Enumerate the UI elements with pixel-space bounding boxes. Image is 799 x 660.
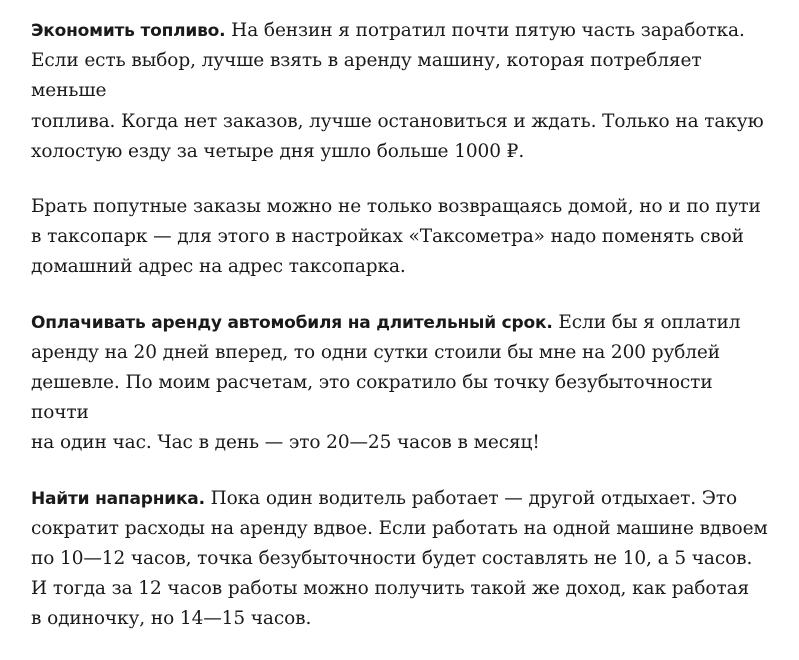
paragraph-text: топлива. Когда нет заказов, лучше остановиться и ждать. Только на такую (31, 110, 764, 132)
paragraph-text: дешевле. По моим расчетам, это сократило бы точку безубыточности почти (31, 372, 713, 424)
paragraph-lead: Найти напарника. (31, 488, 205, 509)
paragraph-text: Если есть выбор, лучше взять в аренду машину, которая потребляет меньше (31, 50, 702, 102)
paragraph-text: На бензин я потратил почти пятую часть заработка. (225, 20, 745, 41)
paragraph-text: сократит расходы на аренду вдвое. Если работать на одной машине вдвоем (31, 517, 768, 539)
paragraph-text: Если бы я оплатил (552, 311, 741, 333)
paragraph-text: по 10—12 часов, точка безубыточности будет составлять не 10, а 5 часов. (31, 548, 753, 570)
paragraph-text: в одиночку, но 14—15 часов. (31, 608, 312, 630)
paragraph-text: в таксопарк — для этого в настройках «Таксометра» надо поменять свой (31, 226, 744, 248)
paragraph-text: Брать попутные заказы можно не только возвращаясь домой, но и по пути (31, 196, 761, 218)
paragraph-return-orders (31, 192, 771, 283)
paragraph-text: Пока один водитель работает — другой отдыхает. Это (204, 487, 738, 509)
paragraph-text: домашний адрес на адрес таксопарка. (31, 256, 406, 278)
paragraph-partner (31, 484, 771, 635)
paragraph-long-rent (31, 308, 771, 459)
paragraph-text: аренду на 20 дней вперед, то одни сутки стоили бы мне на 200 рублей (31, 341, 721, 363)
article-body (31, 16, 771, 660)
paragraph-text: холостую езду за четыре дня ушло больше 1000 ₽. (31, 140, 525, 162)
paragraph-lead: Экономить топливо. (31, 21, 226, 41)
paragraph-lead: Оплачивать аренду автомобиля на длительный срок. (31, 312, 553, 333)
paragraph-text: И тогда за 12 часов работы можно получить такой же доход, как работая (31, 578, 750, 600)
paragraph-text: на один час. Час в день — это 20—25 часов в месяц! (31, 432, 540, 454)
paragraph-fuel (31, 16, 771, 167)
